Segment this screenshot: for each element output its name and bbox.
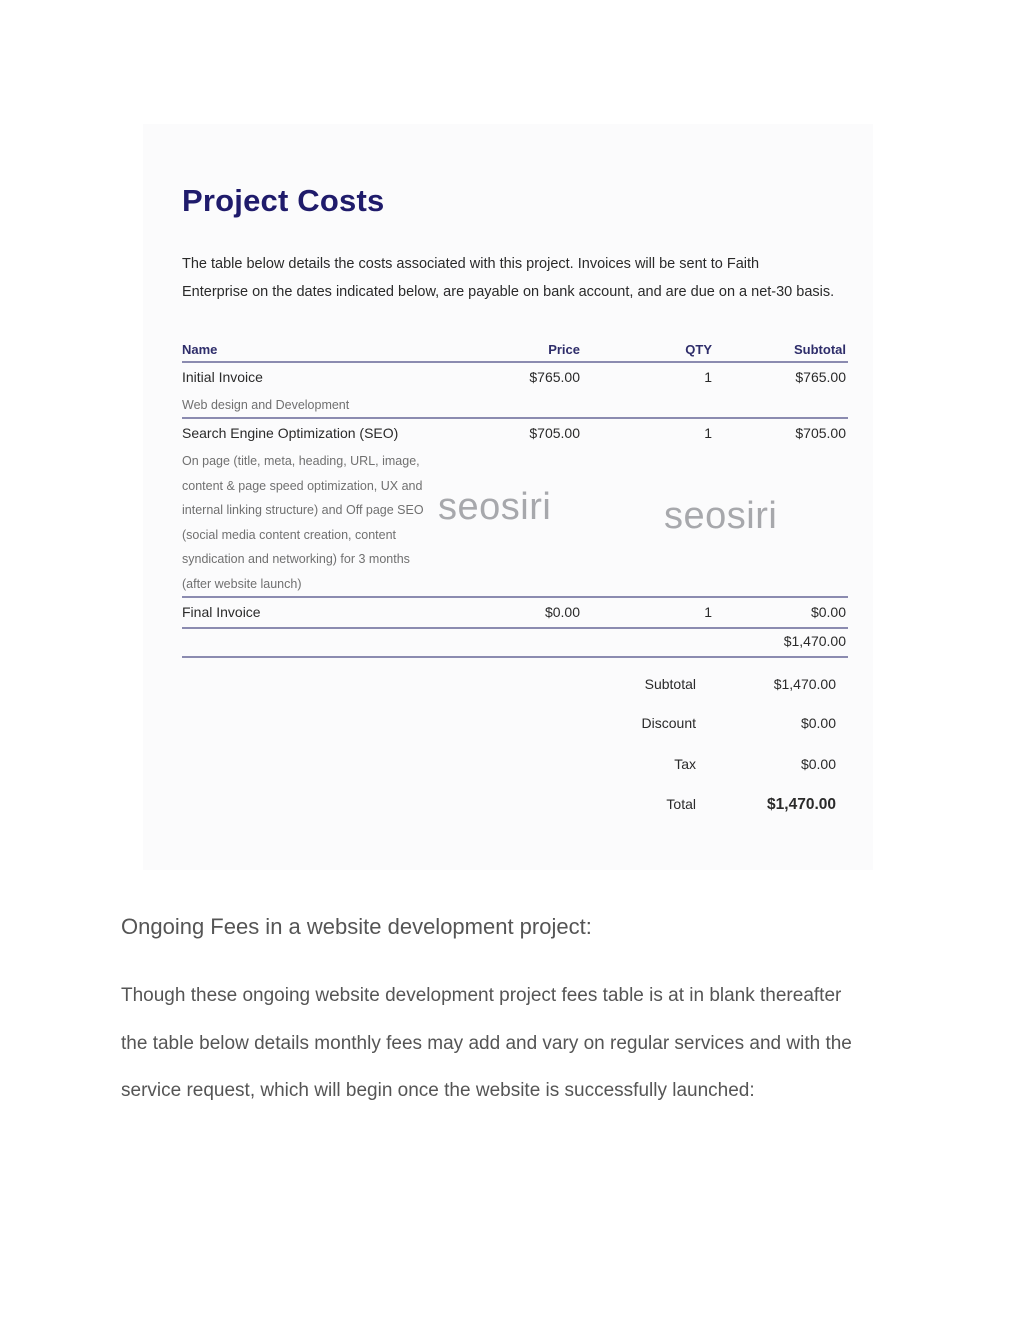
row-2-subtotal: $705.00 bbox=[795, 425, 846, 441]
row-3-subtotal: $0.00 bbox=[810, 604, 846, 620]
row-1-name: Initial Invoice bbox=[182, 369, 263, 385]
header-divider bbox=[182, 361, 848, 363]
row-2-qty: 1 bbox=[704, 425, 712, 441]
summary-tax-label: Tax bbox=[674, 756, 696, 772]
row-2-description-line: syndication and networking) for 3 months bbox=[182, 552, 410, 566]
column-header-subtotal: Subtotal bbox=[794, 342, 846, 357]
row-2-description-line: On page (title, meta, heading, URL, image, bbox=[182, 454, 420, 468]
row-2-description bbox=[182, 449, 437, 596]
intro-line-1: The table below details the costs associated with this project. Invoices will be sent to Faith bbox=[182, 256, 760, 272]
summary-discount-value: $0.00 bbox=[800, 715, 836, 731]
intro-line-2: Enterprise on the dates indicated below, are payable on bank account, and are due on a net-30 basis. bbox=[182, 284, 835, 300]
summary-tax-value: $0.00 bbox=[800, 756, 836, 772]
row-2-description-line: internal linking structure) and Off page SEO bbox=[182, 503, 424, 517]
row-3-name: Final Invoice bbox=[182, 604, 261, 620]
row-1-description-line: Web design and Development bbox=[182, 398, 350, 412]
row-2-price: $705.00 bbox=[529, 425, 580, 441]
row-2-name: Search Engine Optimization (SEO) bbox=[182, 425, 399, 441]
row-2-description-line: (after website launch) bbox=[182, 576, 302, 591]
summary-total-label: Total bbox=[666, 796, 696, 812]
row-2-description-line: (social media content creation, content bbox=[182, 527, 397, 542]
row-3-divider bbox=[182, 627, 848, 629]
ongoing-fees-paragraph bbox=[121, 972, 921, 1115]
row-1-price: $765.00 bbox=[529, 369, 580, 385]
row-2-description-line: content & page speed optimization, UX and bbox=[182, 478, 423, 493]
row-3-price: $0.00 bbox=[544, 604, 580, 620]
project-costs-intro bbox=[182, 250, 862, 306]
column-header-name: Name bbox=[182, 342, 218, 357]
row-1-description bbox=[182, 393, 349, 418]
row-1-subtotal: $765.00 bbox=[795, 369, 846, 385]
ongoing-line-2: the table below details monthly fees may add and vary on regular services and with the bbox=[121, 1032, 852, 1054]
row-2-divider bbox=[182, 596, 848, 598]
ongoing-line-1: Though these ongoing website development project fees table is at in blank thereafter bbox=[121, 985, 842, 1006]
row-1-divider bbox=[182, 417, 848, 419]
watermark-right: seosiri bbox=[664, 495, 778, 537]
row-1-qty: 1 bbox=[704, 369, 712, 385]
watermark-left: seosiri bbox=[438, 486, 552, 528]
column-header-price: Price bbox=[548, 342, 580, 357]
summary-subtotal-label: Subtotal bbox=[644, 676, 696, 692]
column-header-qty: QTY bbox=[685, 342, 712, 357]
summary-total-value: $1,470.00 bbox=[767, 796, 836, 813]
summary-subtotal-value: $1,470.00 bbox=[773, 676, 836, 692]
table-bottom-divider bbox=[182, 656, 848, 658]
ongoing-line-3: service request, which will begin once the website is successfully launched: bbox=[121, 1080, 755, 1101]
summary-discount-label: Discount bbox=[641, 715, 696, 731]
row-3-qty: 1 bbox=[704, 604, 712, 620]
ongoing-fees-heading: Ongoing Fees in a website development project: bbox=[121, 914, 592, 939]
project-costs-title: Project Costs bbox=[182, 183, 385, 218]
table-total: $1,470.00 bbox=[783, 633, 846, 649]
